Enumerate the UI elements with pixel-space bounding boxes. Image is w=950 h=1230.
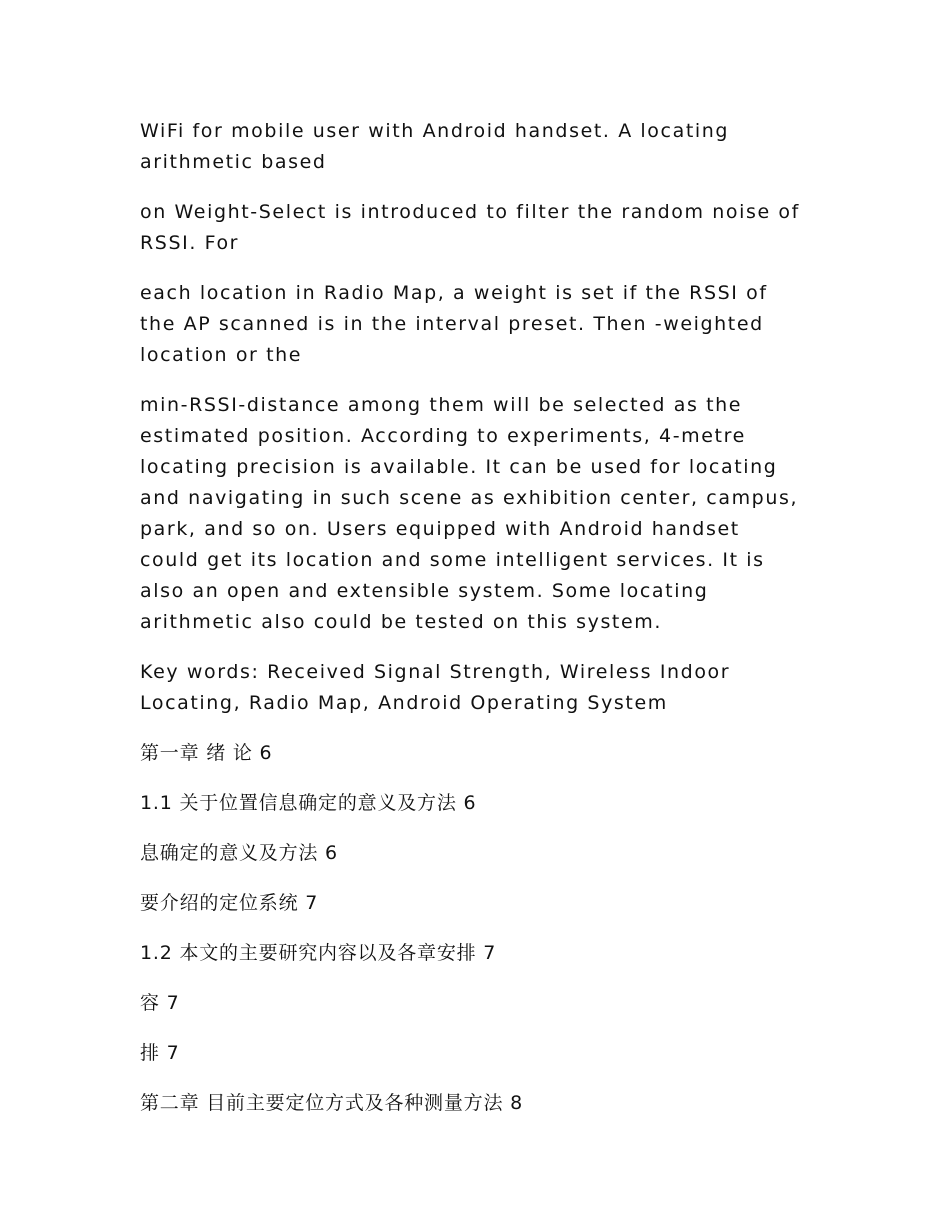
abstract-paragraph-1: WiFi for mobile user with Android handset. A locating arithmetic based	[140, 120, 730, 173]
toc-entry: 1.1 关于位置信息确定的意义及方法 6	[140, 792, 477, 814]
toc-entry: 第一章 绪 论 6	[140, 742, 273, 764]
toc-entry: 要介绍的定位系统 7	[140, 892, 319, 914]
abstract-paragraph-4: min-RSSI-distance among them will be selected as the estimated position. According to experiments, 4-metre locating precision is available. It can be used for locating and navigating in such scene as exhibition center, campus, park, and so on. Users equipped with Android handset could get its location and some intelligent services. It is also an open and extensible system. Some locating arithmetic also could be tested on this system.	[140, 394, 799, 633]
abstract-paragraph-3: each location in Radio Map, a weight is set if the RSSI of the AP scanned is in the interval preset. Then -weighted location or the	[140, 282, 768, 366]
page-content	[140, 116, 805, 1138]
toc-entry: 1.2 本文的主要研究内容以及各章安排 7	[140, 942, 497, 964]
toc-entry: 息确定的意义及方法 6	[140, 842, 338, 864]
abstract-paragraph-2: on Weight-Select is introduced to filter the random noise of RSSI. For	[140, 201, 800, 254]
toc-entry: 排 7	[140, 1042, 180, 1064]
keywords-line: Key words: Received Signal Strength, Wireless Indoor Locating, Radio Map, Android Operating System	[140, 661, 731, 714]
toc-entry: 第二章 目前主要定位方式及各种测量方法 8	[140, 1092, 523, 1114]
toc-entry: 容 7	[140, 992, 180, 1014]
